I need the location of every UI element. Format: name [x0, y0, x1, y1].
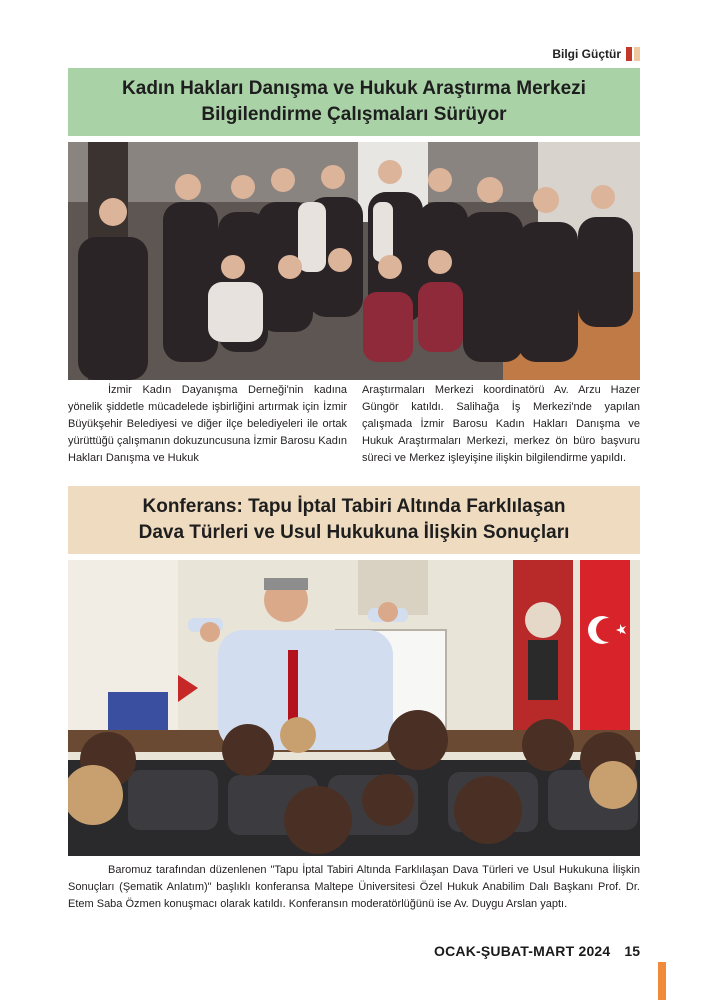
article1-text-right: Araştırmaları Merkezi koordinatörü Av. Arzu Hazer Güngör katıldı. Salihağa İş Merkezi'nde yapılan çalışmada İzmir Barosu Kadın Hakları Danışma ve Hukuk Araştırmaları Merkezi, merkez ön büro başvuru süreci ve Merkez işleyişine ilişkin bilgilendirme yapıldı.	[362, 384, 640, 464]
article2-title-line1: Konferans: Tapu İptal Tabiri Altında Farklılaşan	[142, 496, 566, 517]
section-bar-red	[626, 47, 632, 61]
conference-photo-illustration	[68, 560, 640, 856]
article1-title-line1: Kadın Hakları Danışma ve Hukuk Araştırma Merkezi	[122, 78, 586, 99]
article2-title-line2: Dava Türleri ve Usul Hukukuna İlişkin Sonuçları	[138, 522, 570, 543]
article1-text-left: İzmir Kadın Dayanışma Derneği'nin kadına yönelik şiddetle mücadelede işbirliğini artırmak için İzmir Büyükşehir Belediyesi ve diğer ilçe belediyeleri ile ortak yürüttüğü çalışmanın dokuzuncusuna İzmir Barosu Kadın Hakları Danışma ve Hukuk	[68, 384, 347, 464]
page-footer	[434, 943, 640, 959]
section-bar-peach	[634, 47, 640, 61]
page-number: 15	[624, 943, 640, 959]
article1-title-banner	[68, 68, 640, 136]
article1-title-line2: Bilgilendirme Çalışmaları Sürüyor	[201, 104, 507, 125]
article2-conference-photo	[68, 560, 640, 856]
article2-title-banner	[68, 486, 640, 554]
section-color-bars	[626, 47, 640, 61]
group-photo-illustration	[68, 142, 640, 380]
article1-group-photo	[68, 142, 640, 380]
footer-accent-bar	[658, 962, 666, 1000]
issue-label: OCAK-ŞUBAT-MART 2024	[433, 943, 611, 959]
section-title: Bilgi Güçtür	[552, 47, 621, 61]
article2-text: Baromuz tarafından düzenlenen "Tapu İptal Tabiri Altında Farklılaşan Dava Türleri ve Usul Hukukuna İlişkin Sonuçları (Şematik Anlatım)" başlıklı konferansa Maltepe Üniversitesi Özel Hukuk Anabilim Dalı Başkanı Prof. Dr. Etem Saba Özmen konuşmacı olarak katıldı. Konferansın moderatörlüğünü ise Av. Duygu Arslan yaptı.	[68, 864, 640, 910]
section-header	[552, 47, 640, 61]
